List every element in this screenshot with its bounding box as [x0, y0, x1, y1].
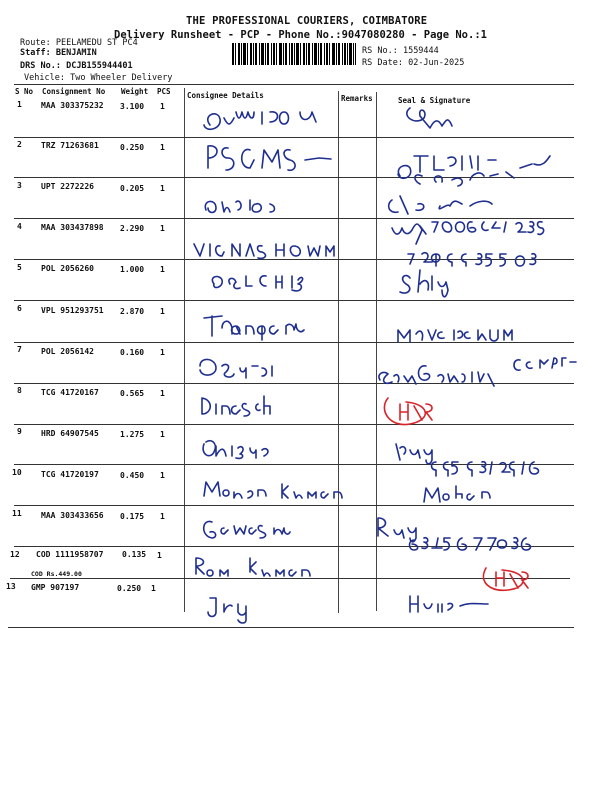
consignee-signature: [200, 359, 272, 378]
seal-signature: [398, 330, 512, 342]
row-consignment: MAA 303433656: [41, 511, 104, 520]
consignee-signature: [194, 244, 334, 258]
row-weight: 0.160: [120, 348, 145, 357]
row-sno: 10: [12, 468, 22, 477]
row-divider: [14, 300, 574, 301]
row-consignment: TRZ 71263681: [41, 141, 99, 150]
row-pcs: 1: [151, 584, 156, 593]
table-bottom-border: [8, 627, 574, 628]
row-pcs: 1: [160, 389, 165, 398]
col-header-pcs: PCS: [157, 87, 171, 96]
row-divider: [14, 137, 574, 138]
seal-signature: [410, 596, 488, 612]
hr-stamp-row8: [384, 398, 432, 425]
staff-value: BENJAMIN: [55, 48, 97, 58]
table-top-border: [14, 84, 574, 85]
col-header-sno: S No: [15, 87, 34, 96]
row-weight: 0.450: [120, 471, 145, 480]
row-weight: 1.275: [120, 430, 145, 439]
row-consignment: MAA 303375232: [41, 101, 104, 110]
row-weight: 0.250: [117, 584, 142, 593]
row-pcs: 1: [160, 430, 165, 439]
col-header-consignment: Consignment No: [42, 87, 106, 96]
row-weight: 2.290: [120, 224, 145, 233]
row-divider: [14, 177, 574, 178]
row-divider: [14, 218, 574, 219]
route-value: PEELAMEDU ST PC4: [55, 38, 138, 48]
row-divider: [14, 505, 574, 506]
staff-label: Staff:: [20, 48, 51, 58]
col-divider-signature: [376, 92, 377, 611]
consignee-signature: [204, 316, 304, 340]
seal-signature: [392, 224, 426, 244]
row-pcs: 1: [160, 512, 165, 521]
row-weight: 0.135: [122, 550, 147, 559]
consignee-signature: [204, 482, 342, 498]
consignee-signature: [203, 441, 268, 459]
row-pcs: 1: [160, 348, 165, 357]
row-consignment: GMP 907197: [31, 583, 80, 592]
barcode: [232, 43, 356, 65]
row-consignment: TCG 41720197: [41, 470, 99, 479]
company-title: THE PROFESSIONAL COURIERS, COIMBATORE: [186, 15, 428, 27]
row-divider: [14, 342, 574, 343]
seal-signature-number: [432, 222, 544, 235]
row-sno: 5: [17, 263, 22, 272]
row-sno: 1: [17, 100, 22, 109]
staff-line: [20, 48, 97, 58]
row-weight: 0.250: [120, 143, 145, 152]
vehicle-label: Vehicle:: [24, 73, 65, 83]
seal-signature: [407, 108, 452, 128]
row-sno: 7: [17, 345, 22, 354]
row-sno: 12: [10, 550, 20, 559]
col-divider-consignee: [184, 88, 185, 612]
row-weight: 3.100: [120, 102, 145, 111]
row-consignment: MAA 303437898: [41, 223, 104, 232]
route-line: [20, 38, 138, 48]
row-divider: [14, 464, 574, 465]
row-pcs: 1: [160, 184, 165, 193]
row-weight: 2.870: [120, 307, 145, 316]
row-consignment: HRD 64907545: [41, 429, 99, 438]
row-pcs: 1: [160, 143, 165, 152]
seal-signature: [396, 444, 432, 464]
row-sno: 11: [12, 509, 22, 518]
row-pcs: 1: [160, 224, 165, 233]
row-pcs: 1: [160, 102, 165, 111]
row-divider: [14, 383, 574, 384]
rs-no-value: 1559444: [402, 46, 439, 56]
row-consignment: VPL 951293751: [41, 306, 104, 315]
col-header-weight: Weight: [121, 87, 149, 96]
vehicle-line: [24, 73, 172, 83]
row-weight: 1.000: [120, 265, 145, 274]
rs-number: [362, 46, 439, 56]
row-pcs: 1: [160, 471, 165, 480]
col-divider-remarks: [338, 91, 339, 613]
row-consignment: TCG 41720167: [41, 388, 99, 397]
runsheet-title: Delivery Runsheet - PCP - Phone No.:9047080280 - Page No.:1: [114, 29, 487, 41]
row-divider: [10, 578, 570, 579]
seal-signature: [389, 196, 492, 214]
row-sno: 13: [6, 582, 16, 591]
row-consignment: POL 2056142: [41, 347, 94, 356]
col-header-signature: Seal & Signature: [398, 96, 471, 105]
rs-date-label: RS Date:: [362, 58, 403, 68]
drs-line: [20, 61, 133, 71]
seal-signature: [424, 486, 490, 502]
row-divider: [14, 546, 574, 547]
cod-amount: COD Rs.449.00: [31, 570, 82, 578]
vehicle-value: Two Wheeler Delivery: [70, 73, 173, 83]
route-label: Route:: [20, 38, 51, 48]
row-sno: 4: [17, 222, 22, 231]
col-header-remarks: Remarks: [341, 94, 373, 103]
hr-stamp-row12: [483, 568, 528, 590]
drs-value: DCJB155944401: [66, 61, 133, 71]
row-pcs: 1: [157, 551, 162, 560]
rs-date: [362, 58, 464, 68]
col-header-consignee: Consignee Details: [187, 91, 264, 100]
consignee-signature: [208, 146, 331, 170]
consignee-signature: [196, 558, 310, 576]
seal-signature: [398, 156, 550, 186]
row-consignment: POL 2056260: [41, 264, 94, 273]
row-weight: 0.565: [120, 389, 145, 398]
row-sno: 9: [17, 427, 22, 436]
row-sno: 2: [17, 140, 22, 149]
row-sno: 3: [17, 181, 22, 190]
row-pcs: 1: [160, 307, 165, 316]
consignee-signature: [202, 396, 270, 416]
row-sno: 8: [17, 386, 22, 395]
consignee-signature: [204, 521, 290, 538]
rs-no-label: RS No.:: [362, 46, 398, 56]
seal-signature-number: [410, 538, 531, 550]
consignee-signature: [204, 112, 316, 129]
seal-signature: [400, 270, 448, 297]
consignee-signature: [212, 276, 302, 291]
row-consignment: UPT 2272226: [41, 182, 94, 191]
rs-date-value: 02-Jun-2025: [408, 58, 465, 68]
drs-label: DRS No.:: [20, 61, 61, 71]
consignee-signature: [205, 200, 274, 213]
row-weight: 0.175: [120, 512, 145, 521]
row-pcs: 1: [160, 265, 165, 274]
seal-signature: [379, 358, 576, 386]
row-sno: 6: [17, 304, 22, 313]
row-weight: 0.205: [120, 184, 145, 193]
row-consignment: COD 1111958707: [36, 550, 104, 559]
seal-signature: [378, 518, 416, 542]
consignee-signature: [208, 598, 246, 623]
row-divider: [14, 259, 574, 260]
row-divider: [14, 424, 574, 425]
